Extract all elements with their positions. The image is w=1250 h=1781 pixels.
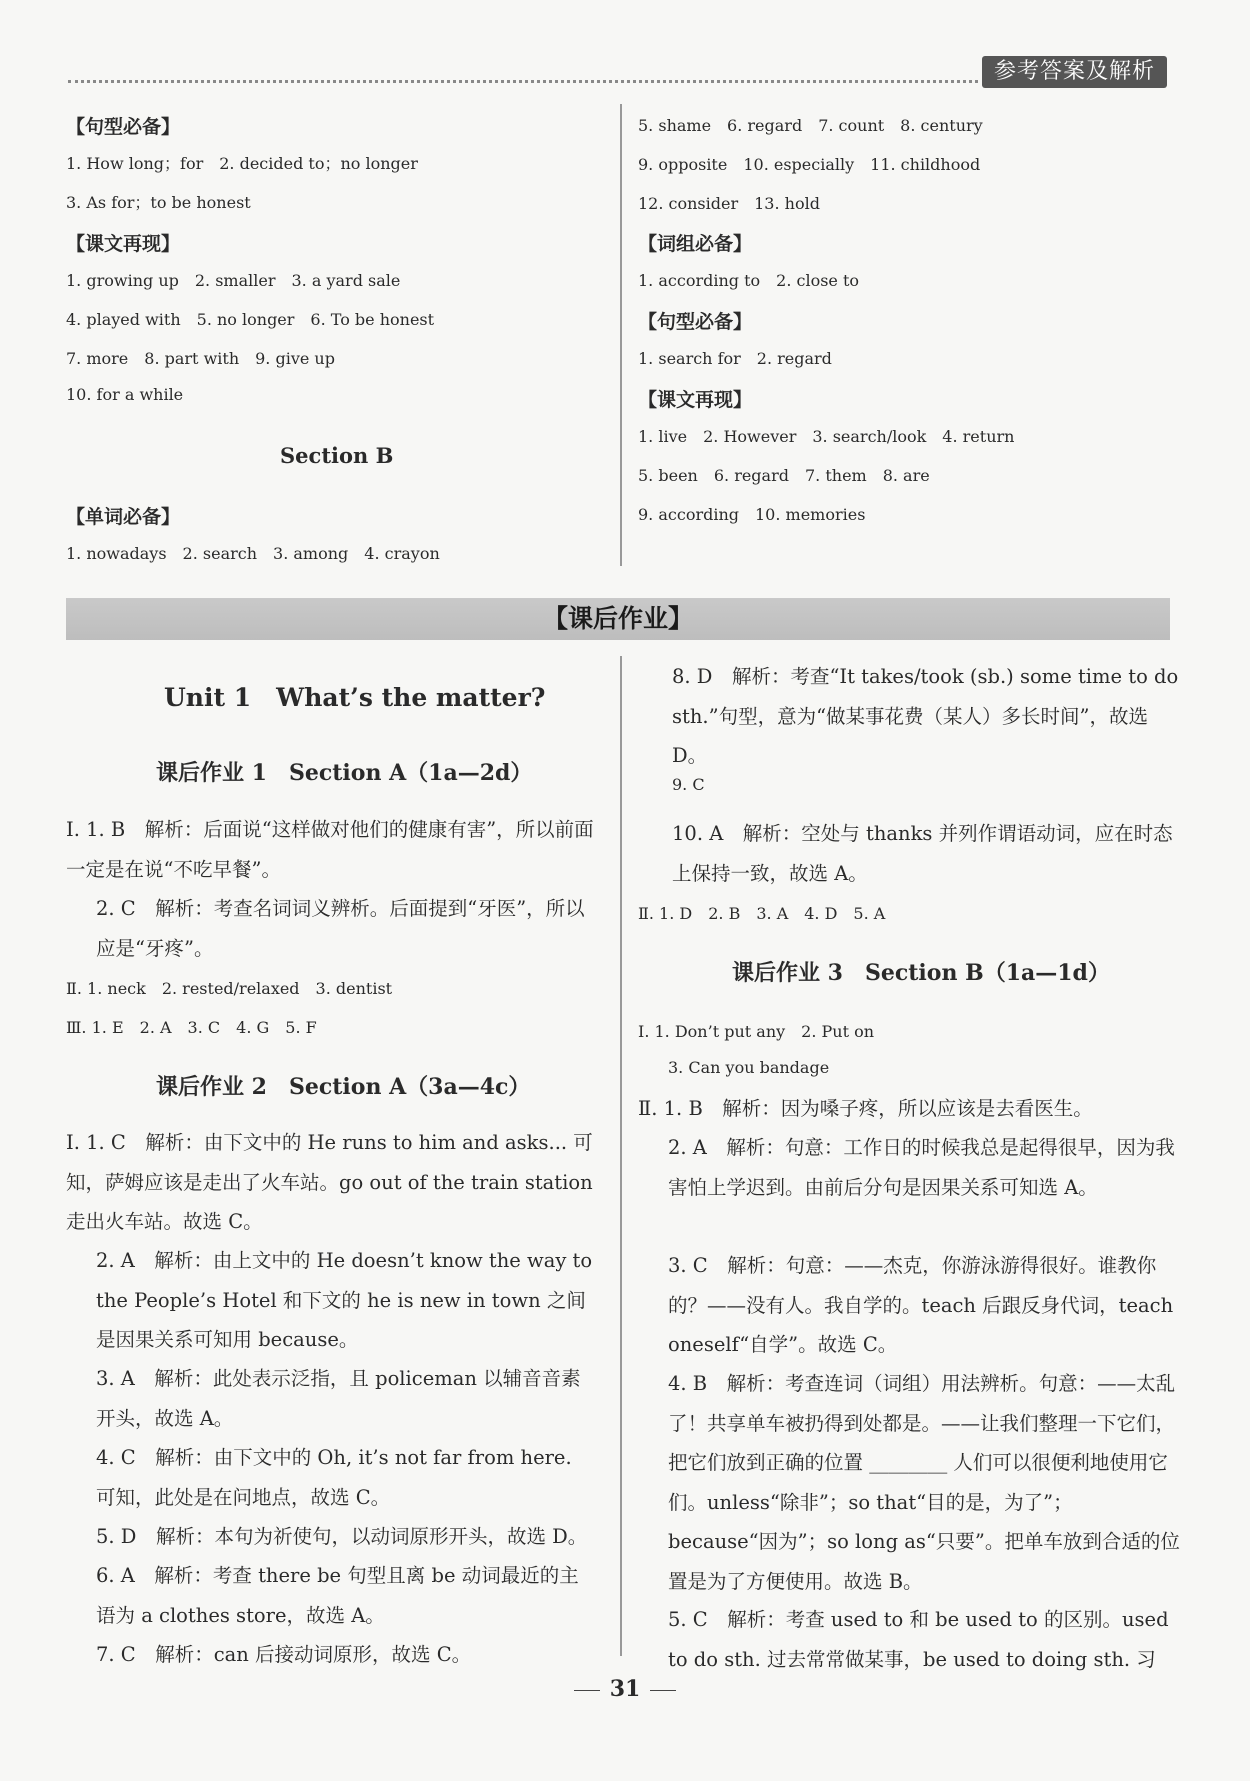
answer-line: 5. shame 6. regard 7. count 8. century	[638, 116, 983, 135]
homework-banner	[66, 598, 1170, 640]
answer-line: 3. As for；to be honest	[66, 193, 251, 212]
answer-item: 7. C 解析：can 后接动词原形，故选 C。	[96, 1643, 472, 1666]
answer-line: Ⅱ. 1. D 2. B 3. A 4. D 5. A	[638, 904, 886, 923]
header-tag: 参考答案及解析	[982, 56, 1167, 88]
banner-title: 【课后作业】	[542, 604, 693, 633]
homework-3-title: 课后作业 3 Section B（1a—1d）	[732, 960, 1110, 986]
homework-2-title: 课后作业 2 Section A（3a—4c）	[156, 1074, 531, 1100]
page-dash-right	[650, 1690, 676, 1691]
answer-line: 1. live 2. However 3. search/look 4. return	[638, 427, 1015, 446]
heading-sentence: 【句型必备】	[638, 311, 753, 333]
heading-phrases: 【词组必备】	[638, 233, 753, 255]
page-number: 31	[609, 1676, 641, 1702]
answer-line: 1. nowadays 2. search 3. among 4. crayon	[66, 544, 440, 563]
answer-item: 4. B 解析：考查连词（词组）用法辨析。句意：——太乱了！共享单车被扔得到处都是。——让我们整理一下它们，把它们放到正确的位置 ________ 人们可以很便利地使用它们。unless“除非”；so that“目的是，为了”；because“因为”；so long as“只要”。把单车放到合适的位置是为了方便使用。故选 B。	[668, 1372, 1180, 1593]
answer-item: 5. D 解析：本句为祈使句，以动词原形开头，故选 D。	[96, 1525, 588, 1548]
answer-line: 12. consider 13. hold	[638, 194, 820, 213]
answer-item: 4. C 解析：由下文中的 Oh, it’s not far from here. 可知，此处是在问地点，故选 C。	[96, 1446, 572, 1509]
answer-item: 5. C 解析：考查 used to 和 be used to 的区别。used to do sth. 过去常常做某事，be used to doing sth. 习	[668, 1608, 1169, 1671]
answer-item: 8. D 解析：考查“It takes/took (sb.) some time to do sth.”句型，意为“做某事花费（某人）多长时间”，故选 D。	[672, 665, 1179, 767]
answer-line: Ⅲ. 1. E 2. A 3. C 4. G 5. F	[66, 1018, 317, 1037]
heading-words: 【单词必备】	[66, 506, 181, 528]
answer-item: 10. A 解析：空处与 thanks 并列作谓语动词，应在时态上保持一致，故选 A。	[672, 822, 1173, 885]
heading-text-review: 【课文再现】	[66, 233, 181, 255]
answer-line: 7. more 8. part with 9. give up	[66, 349, 335, 368]
homework-1-title: 课后作业 1 Section A（1a—2d）	[156, 760, 533, 786]
heading-sentence: 【句型必备】	[66, 116, 181, 138]
answer-item: 2. C 解析：考查名词词义辨析。后面提到“牙医”，所以应是“牙疼”。	[96, 897, 585, 960]
answer-line: Ⅱ. 1. neck 2. rested/relaxed 3. dentist	[66, 979, 393, 998]
section-b-title: Section B	[280, 443, 394, 468]
answer-item: Ⅱ. 1. B 解析：因为嗓子疼，所以应该是去看医生。	[638, 1097, 1093, 1120]
answer-item: Ⅰ. 1. B 解析：后面说“这样做对他们的健康有害”，所以前面一定是在说“不吃早餐”。	[66, 818, 594, 881]
answer-line: 9. opposite 10. especially 11. childhood	[638, 155, 981, 174]
answer-line: 1. How long；for 2. decided to；no longer	[66, 154, 418, 173]
answer-item: 2. A 解析：由上文中的 He doesn’t know the way to the People’s Hotel 和下文的 he is new in town 之间是因果关系可知用 because。	[96, 1249, 593, 1351]
column-divider-top	[620, 104, 622, 566]
answer-line: 1. according to 2. close to	[638, 271, 860, 290]
answer-line: 1. growing up 2. smaller 3. a yard sale	[66, 271, 401, 290]
answer-line: Ⅰ. 1. Don’t put any 2. Put on	[638, 1022, 875, 1041]
answer-line: 4. played with 5. no longer 6. To be honest	[66, 310, 435, 329]
answer-line: 10. for a while	[66, 385, 184, 404]
answer-line: 3. Can you bandage	[668, 1058, 830, 1077]
page-number-wrap	[560, 1676, 690, 1702]
answer-item: 6. A 解析：考查 there be 句型且离 be 动词最近的主语为 a clothes store，故选 A。	[96, 1564, 579, 1627]
header-dotted-rule	[68, 80, 978, 83]
column-divider-bottom	[620, 656, 622, 1656]
answer-item: 2. A 解析：句意：工作日的时候我总是起得很早，因为我害怕上学迟到。由前后分句是因果关系可知选 A。	[668, 1136, 1175, 1199]
answer-item: 3. C 解析：句意：——杰克，你游泳游得很好。谁教你的？——没有人。我自学的。teach 后跟反身代词，teach oneself“自学”。故选 C。	[668, 1254, 1174, 1356]
answer-line: 9. according 10. memories	[638, 505, 866, 524]
unit-title: Unit 1 What’s the matter?	[164, 683, 546, 712]
answer-line: 9. C	[672, 775, 705, 794]
heading-text-review: 【课文再现】	[638, 389, 753, 411]
answer-item: 3. A 解析：此处表示泛指，且 policeman 以辅音音素开头，故选 A。	[96, 1367, 581, 1430]
page-dash-left	[574, 1690, 600, 1691]
answer-item: Ⅰ. 1. C 解析：由下文中的 He runs to him and asks... 可知，萨姆应该是走出了火车站。go out of the train station 走出火车站。故选 C。	[66, 1131, 593, 1233]
answer-line: 1. search for 2. regard	[638, 349, 832, 368]
answer-line: 5. been 6. regard 7. them 8. are	[638, 466, 930, 485]
